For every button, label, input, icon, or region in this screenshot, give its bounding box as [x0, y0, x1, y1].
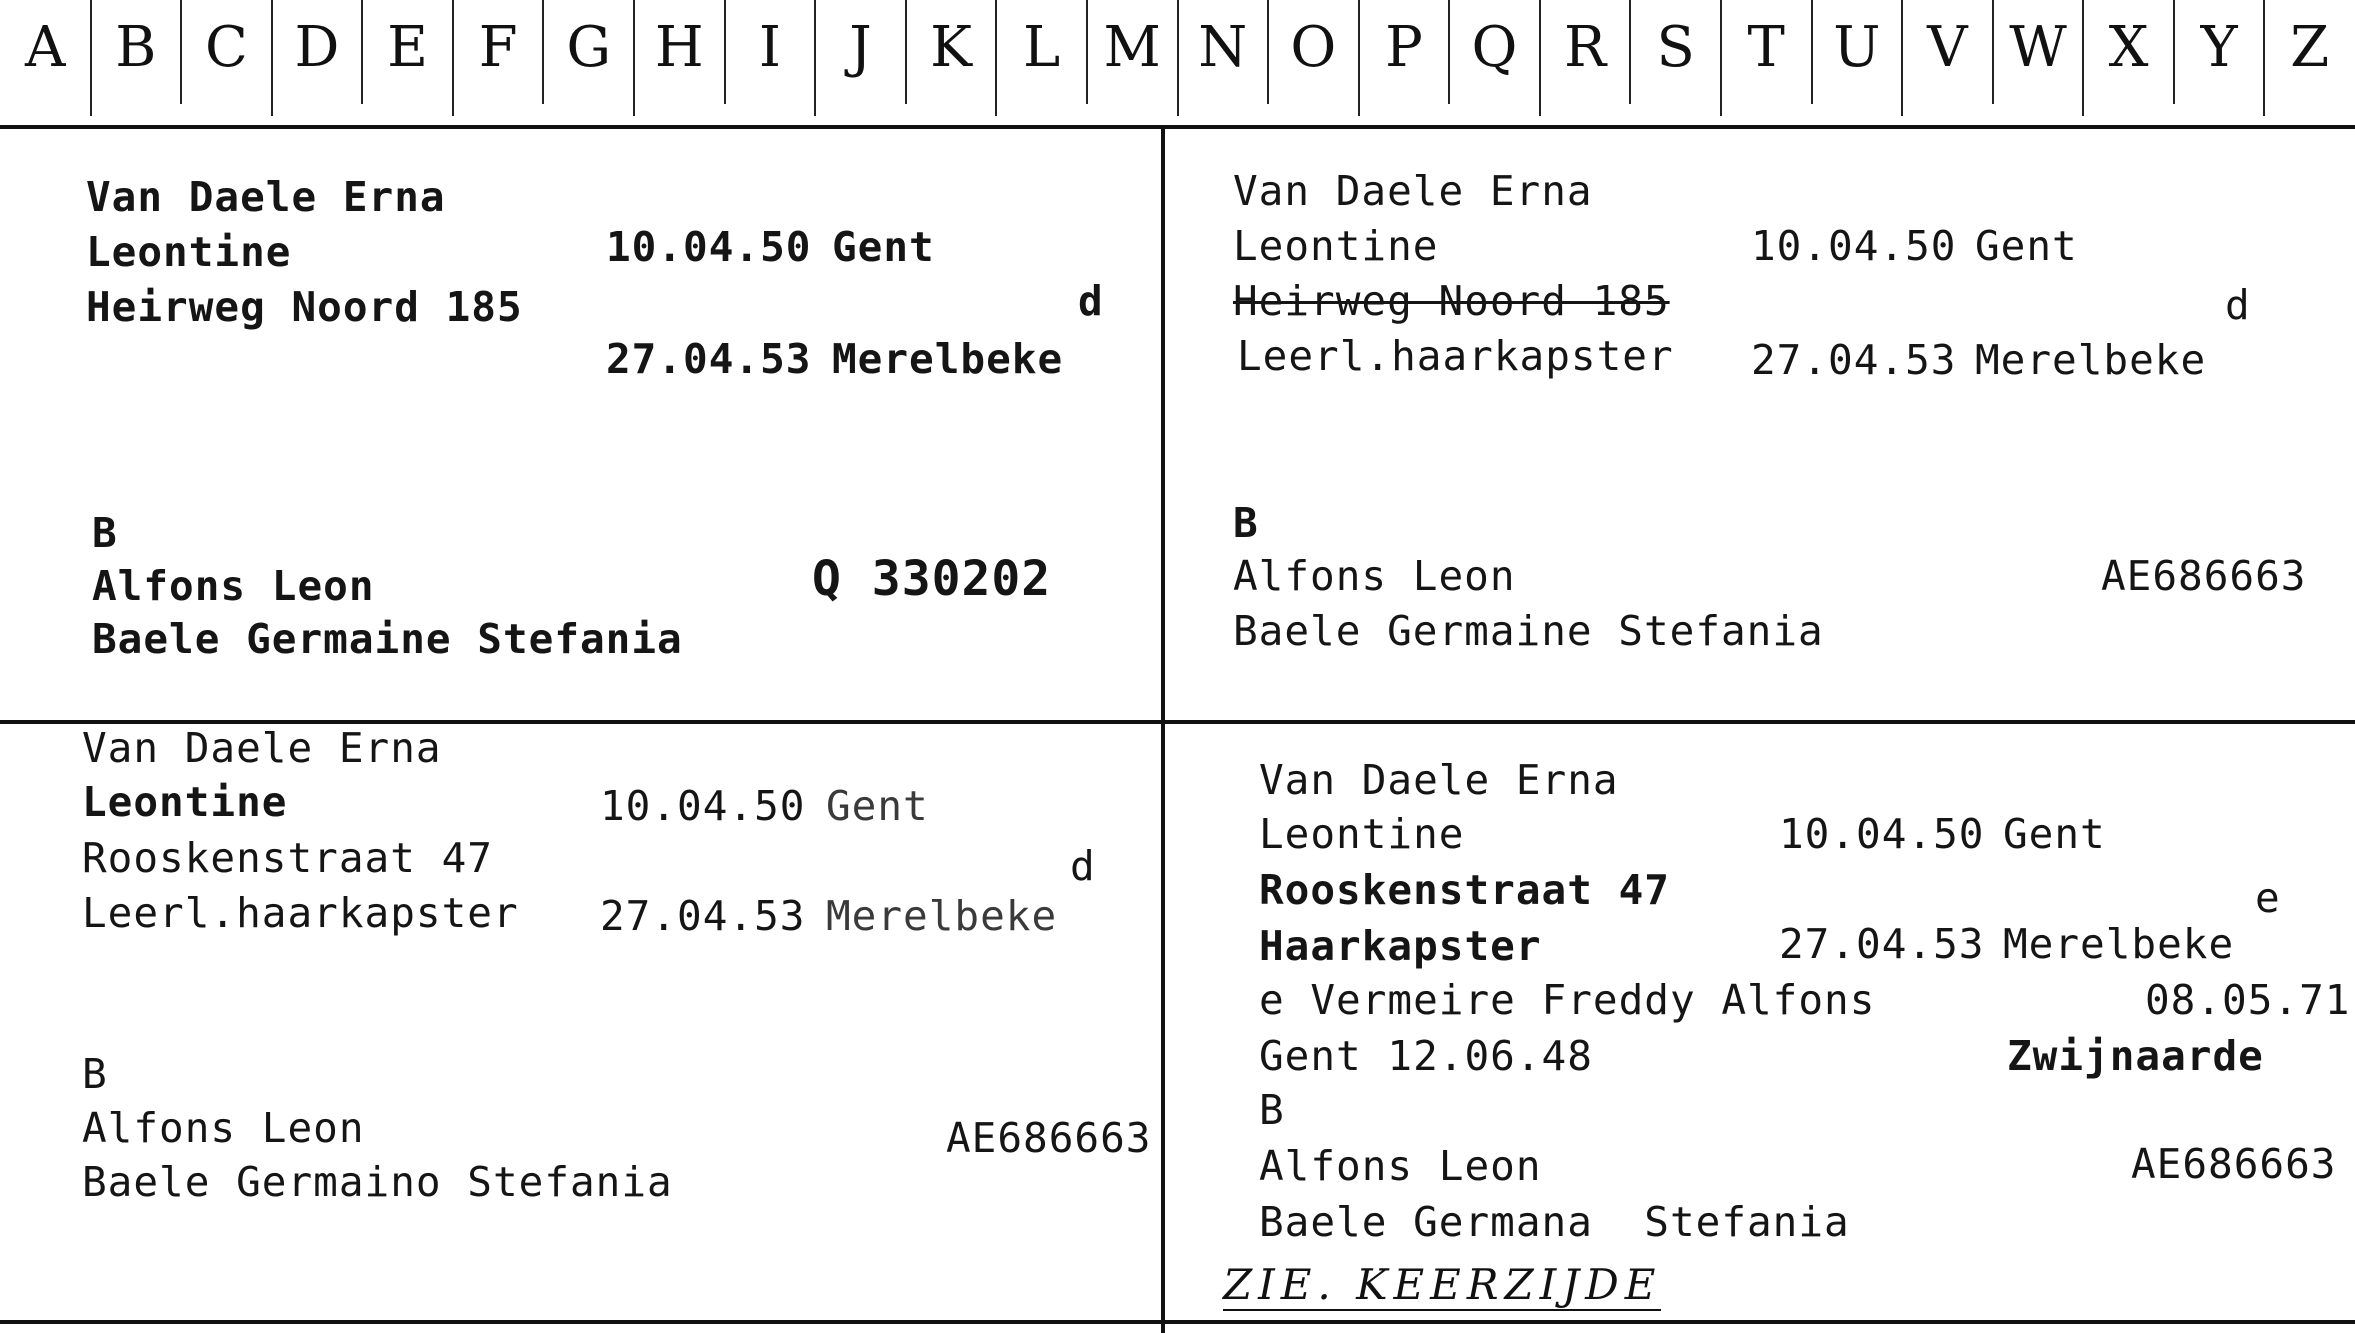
- card-father: Alfons Leon: [1233, 552, 1516, 600]
- index-letter-k: K: [930, 15, 972, 80]
- index-letter-r: R: [1563, 15, 1607, 80]
- index-letter-d: D: [294, 15, 340, 80]
- index-divider: [1448, 0, 1450, 104]
- alphabet-index-strip: [0, 0, 2355, 129]
- card-status-letter: d: [2225, 281, 2251, 329]
- card-place-2: Merelbeke: [832, 335, 1064, 383]
- card-mother: Baele Germana Stefania: [1259, 1198, 1850, 1246]
- index-divider: [2263, 0, 2265, 116]
- index-letter-n: N: [1198, 15, 1248, 80]
- card-mother: Baele Germaino Stefania: [82, 1158, 673, 1206]
- record-card-1: [0, 129, 1161, 720]
- index-divider: [1720, 0, 1722, 116]
- card-given-name: Leontine: [82, 778, 288, 826]
- card-occupation: Leerl.haarkapster: [1237, 332, 1674, 380]
- card-birth-place: Gent: [1975, 222, 2078, 270]
- card-number: AE686663: [946, 1114, 1152, 1162]
- card-date-2: 27.04.53: [600, 892, 806, 940]
- index-letter-a: A: [25, 15, 66, 80]
- index-letter-x: X: [2108, 15, 2149, 80]
- index-divider: [2082, 0, 2084, 116]
- record-card-2: [1165, 129, 2355, 720]
- card-occupation: Haarkapster: [1259, 922, 1542, 970]
- index-letter-u: U: [1833, 15, 1881, 80]
- card-number: Q 330202: [812, 551, 1052, 607]
- card-given-name: Leontine: [86, 228, 292, 276]
- card-bottom-edge: [0, 1320, 2355, 1324]
- card-spouse-birth: Gent 12.06.48: [1259, 1032, 1593, 1080]
- index-letter-q: Q: [1471, 15, 1518, 80]
- index-divider: [180, 0, 182, 104]
- card-spouse: e Vermeire Freddy Alfons: [1259, 976, 1876, 1024]
- card-birth-date: 10.04.50: [606, 223, 812, 271]
- index-divider: [361, 0, 363, 104]
- card-mother: Baele Germaine Stefania: [92, 615, 683, 663]
- index-letter-z: Z: [2290, 15, 2330, 80]
- index-letter-m: M: [1103, 15, 1161, 80]
- card-father: Alfons Leon: [82, 1104, 365, 1152]
- card-date-2: 27.04.53: [1751, 336, 1957, 384]
- card-father: Alfons Leon: [92, 562, 375, 610]
- index-letter-b: B: [115, 15, 157, 80]
- card-marriage-date: 08.05.71: [2145, 976, 2351, 1024]
- index-divider: [1901, 0, 1903, 116]
- card-number: AE686663: [2131, 1140, 2337, 1188]
- index-divider: [1358, 0, 1360, 116]
- card-surname: Van Daele Erna: [86, 173, 446, 221]
- index-letter-v: V: [1927, 15, 1968, 80]
- card-b-label: B: [1259, 1086, 1285, 1134]
- index-divider: [542, 0, 544, 104]
- index-divider: [724, 0, 726, 104]
- index-divider: [905, 0, 907, 104]
- index-divider: [271, 0, 273, 116]
- index-divider: [1267, 0, 1269, 104]
- card-date-2: 27.04.53: [606, 335, 812, 383]
- index-letter-w: W: [2009, 15, 2067, 80]
- card-birth-place: Gent: [832, 223, 935, 271]
- index-divider: [1629, 0, 1631, 104]
- card-birth-date: 10.04.50: [1751, 222, 1957, 270]
- record-card-4: [1165, 724, 2355, 1320]
- card-place-2: Merelbeke: [826, 892, 1058, 940]
- card-birth-date: 10.04.50: [1779, 810, 1985, 858]
- card-surname: Van Daele Erna: [82, 724, 442, 772]
- card-status-letter: d: [1070, 842, 1096, 890]
- card-father: Alfons Leon: [1259, 1142, 1542, 1190]
- index-letter-e: E: [387, 15, 429, 80]
- index-divider: [90, 0, 92, 116]
- index-letter-y: Y: [2200, 15, 2238, 80]
- card-b-label: B: [1233, 499, 1259, 547]
- index-letter-l: L: [1023, 15, 1061, 80]
- card-occupation: Leerl.haarkapster: [82, 889, 519, 937]
- card-birth-place: Gent: [2003, 810, 2106, 858]
- card-place-2: Merelbeke: [1975, 336, 2207, 384]
- record-card-3: [0, 724, 1161, 1320]
- index-divider: [814, 0, 816, 116]
- index-divider: [1086, 0, 1088, 104]
- card-address: Rooskenstraat 47: [82, 834, 493, 882]
- card-address: Rooskenstraat 47: [1259, 866, 1670, 914]
- index-divider: [2173, 0, 2175, 104]
- index-letter-p: P: [1385, 15, 1423, 80]
- card-marriage-place: Zwijnaarde: [2007, 1032, 2264, 1080]
- card-address: Heirweg Noord 185: [86, 283, 523, 331]
- card-handwritten-note: ZIE. KEERZIJDE: [1223, 1260, 1662, 1309]
- index-letter-i: I: [758, 15, 781, 80]
- index-letter-t: T: [1747, 15, 1785, 80]
- index-divider: [995, 0, 997, 116]
- index-divider: [1992, 0, 1994, 104]
- card-surname: Van Daele Erna: [1233, 167, 1593, 215]
- card-address-crossed-out: Heirweg Noord 185: [1233, 277, 1670, 325]
- card-given-name: Leontine: [1259, 810, 1465, 858]
- card-given-name: Leontine: [1233, 222, 1439, 270]
- index-letter-f: F: [478, 15, 518, 80]
- index-divider: [1811, 0, 1813, 104]
- card-b-label: B: [92, 509, 118, 557]
- index-divider: [633, 0, 635, 116]
- card-birth-place: Gent: [826, 782, 929, 830]
- index-divider: [1177, 0, 1179, 116]
- card-surname: Van Daele Erna: [1259, 756, 1619, 804]
- index-letter-o: O: [1290, 15, 1337, 80]
- index-letter-j: J: [849, 15, 872, 80]
- card-birth-date: 10.04.50: [600, 782, 806, 830]
- card-status-letter: e: [2255, 874, 2281, 922]
- index-letter-g: G: [566, 15, 612, 80]
- card-mother: Baele Germaine Stefania: [1233, 607, 1824, 655]
- card-date-2: 27.04.53: [1779, 920, 1985, 968]
- card-status-letter: d: [1078, 277, 1104, 325]
- card-place-2: Merelbeke: [2003, 920, 2235, 968]
- card-b-label: B: [82, 1050, 108, 1098]
- index-letter-c: C: [204, 15, 248, 80]
- index-letter-s: S: [1656, 15, 1695, 80]
- index-divider: [452, 0, 454, 116]
- card-number: AE686663: [2101, 552, 2307, 600]
- index-divider: [1539, 0, 1541, 116]
- index-letter-h: H: [654, 15, 704, 80]
